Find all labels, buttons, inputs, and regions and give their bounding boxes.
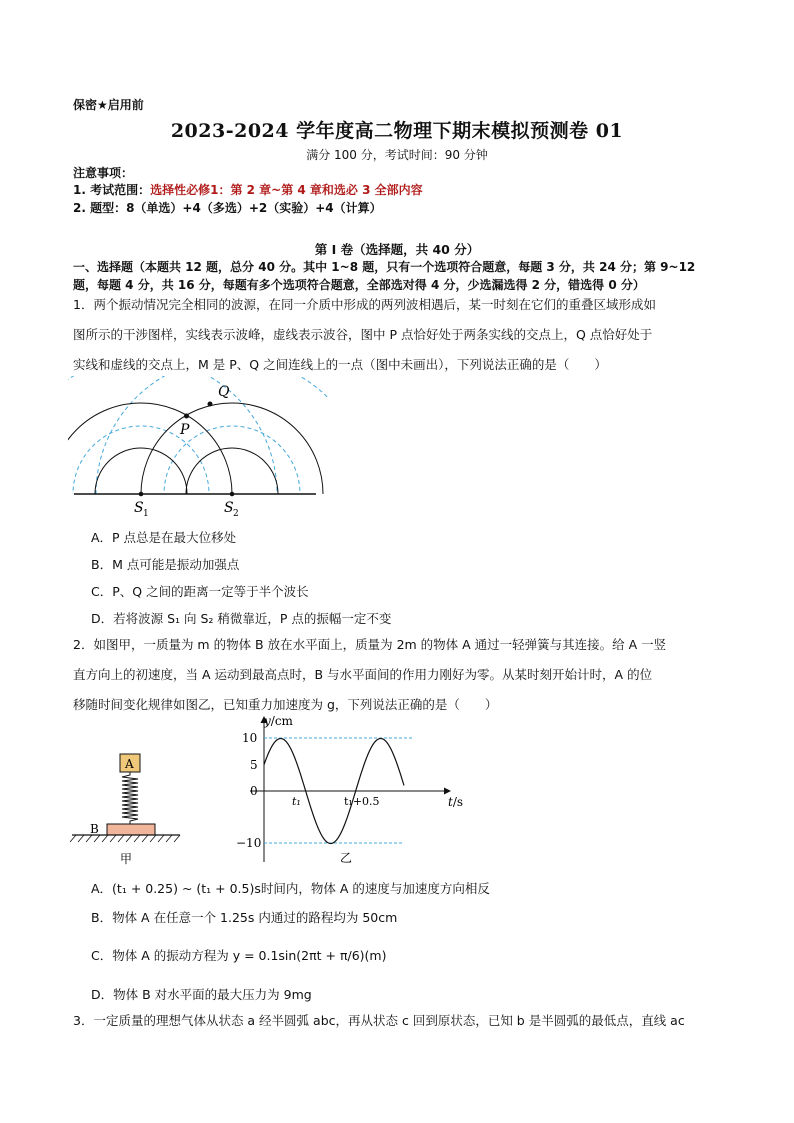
q1-line-1: 1．两个振动情况完全相同的波源，在同一介质中形成的两列波相遇后，某一时刻在它们的重叠区域形成如 <box>73 297 656 312</box>
tick-y-5: 5 <box>250 758 258 772</box>
part-line-1: 一、选择题（本题共 12 题，总分 40 分。其中 1~8 题，只有一个选项符合题意，每题 3 分，共 24 分；第 9~12 <box>73 260 696 274</box>
label-s2: S <box>224 500 234 516</box>
point-p-dot <box>184 414 189 419</box>
notice-heading: 注意事项： <box>73 166 134 180</box>
part-instructions <box>73 258 723 294</box>
caption-jia: 甲 <box>120 852 133 866</box>
q1-line-2: 图所示的干涉图样，实线表示波峰，虚线表示波谷，图中 P 点恰好处于两条实线的交点上，Q 点恰好处于 <box>73 327 653 342</box>
tick-y-neg10: −10 <box>236 836 262 850</box>
y-axis-label: y/cm <box>264 714 293 728</box>
q1-option-c: C．P、Q 之间的距离一定等于半个波长 <box>91 584 309 599</box>
label-block-b: B <box>90 822 99 836</box>
displacement-time-graph <box>228 712 478 870</box>
label-p: P <box>180 422 190 438</box>
label-s2-sub: 2 <box>233 509 239 518</box>
spring-block-figure <box>70 748 190 868</box>
spring <box>122 772 138 824</box>
q1-line-3: 实线和虚线的交点上，M 是 P、Q 之间连线上的一点（图中未画出），下列说法正确的是（ ） <box>73 357 607 372</box>
tick-y-10: 10 <box>242 731 258 745</box>
notice-item-1-scope: 选择性必修1：第 2 章~第 4 章和选必 3 全部内容 <box>150 183 423 197</box>
notice-item-1-prefix: 1. 考试范围： <box>73 183 151 197</box>
tick-t1-plus-half: t₁+0.5 <box>344 795 380 808</box>
label-s1-sub: 1 <box>143 509 149 518</box>
label-q: Q <box>218 384 230 400</box>
caption-yi: 乙 <box>340 851 353 865</box>
q2-option-c: C．物体 A 的振动方程为 y = 0.1sin(2πt + π/6)(m) <box>91 948 387 963</box>
question-1-stem <box>73 290 723 380</box>
tick-t1: t₁ <box>292 795 301 808</box>
source-s1-dot <box>139 492 144 497</box>
section-title: 第 I 卷（选择题，共 40 分） <box>314 242 480 257</box>
notice-item-2: 2. 题型：8（单选）+4（多选）+2（实验）+4（计算） <box>73 201 382 215</box>
q2-option-a: A．(t₁ + 0.25) ~ (t₁ + 0.5)s时间内，物体 A 的速度与加速度方向相反 <box>91 881 490 896</box>
point-q-dot <box>208 402 213 407</box>
tick-y-0: 0 <box>250 784 258 798</box>
page-title: 2023-2024 学年度高二物理下期末模拟预测卷 01 <box>170 120 624 142</box>
source-s2-dot <box>230 492 235 497</box>
part-line-2: 题，每题 4 分，共 16 分，每题有多个选项符合题意，全部选对得 4 分，少选漏选得 2 分，错选得 0 分） <box>73 278 645 292</box>
q2-line-2: 直方向上的初速度，当 A 运动到最高点时，B 与水平面间的作用力刚好为零。从某时刻开始计时，A 的位 <box>73 667 653 682</box>
q2-line-1: 2．如图甲，一质量为 m 的物体 B 放在水平面上，质量为 2m 的物体 A 通过一轻弹簧与其连接。给 A 一竖 <box>73 637 667 652</box>
q2-option-d: D．物体 B 对水平面的最大压力为 9mg <box>91 987 312 1002</box>
question-3-stem <box>73 1006 723 1036</box>
q3-line-1: 3．一定质量的理想气体从状态 a 经半圆弧 abc，再从状态 c 回到原状态，已知 b 是半圆弧的最低点，直线 ac <box>73 1013 685 1028</box>
q1-option-a: A．P 点总是在最大位移处 <box>91 530 237 545</box>
confidential-mark: 保密★启用前 <box>73 98 144 112</box>
interference-figure <box>68 376 328 518</box>
q2-line-3: 移随时间变化规律如图乙，已知重力加速度为 g，下列说法正确的是（ ） <box>73 697 498 712</box>
q1-option-d: D．若将波源 S₁ 向 S₂ 稍微靠近，P 点的振幅一定不变 <box>91 611 392 626</box>
notice-item-1 <box>73 181 423 198</box>
page-subtitle: 满分 100 分，考试时间：90 分钟 <box>306 148 488 162</box>
question-2-stem <box>73 630 723 720</box>
block-b <box>107 824 155 835</box>
x-axis-label: t/s <box>448 795 464 809</box>
label-block-a: A <box>125 757 134 771</box>
q2-option-b: B．物体 A 在任意一个 1.25s 内通过的路程均为 50cm <box>91 910 398 925</box>
q1-option-b: B．M 点可能是振动加强点 <box>91 557 240 572</box>
label-s1: S <box>134 500 144 516</box>
